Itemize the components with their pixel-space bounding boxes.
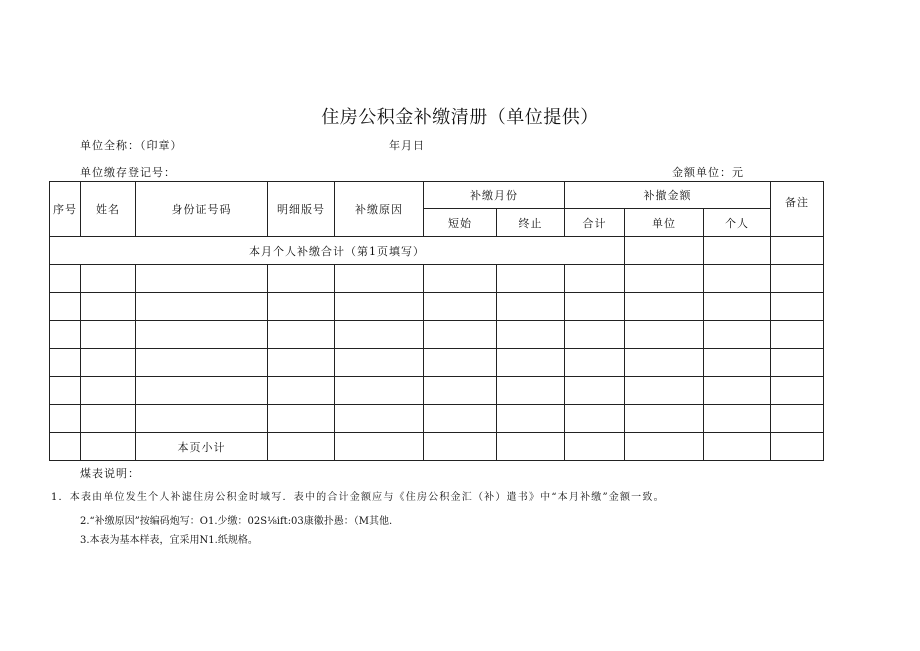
table-cell bbox=[81, 349, 136, 377]
table-cell bbox=[424, 265, 497, 293]
header-name: 姓名 bbox=[81, 182, 136, 237]
table-cell bbox=[50, 321, 81, 349]
table-cell bbox=[335, 433, 424, 461]
table-cell bbox=[625, 377, 704, 405]
table-cell bbox=[81, 265, 136, 293]
table-cell bbox=[50, 433, 81, 461]
header-personal: 个人 bbox=[704, 209, 771, 237]
table-cell bbox=[268, 377, 335, 405]
table-cell bbox=[268, 265, 335, 293]
unit-name-label: 单位全称：（印章） bbox=[80, 139, 183, 152]
header-total: 合计 bbox=[565, 209, 625, 237]
header-end: 终止 bbox=[497, 209, 565, 237]
table-cell bbox=[565, 433, 625, 461]
table-cell bbox=[50, 293, 81, 321]
table-cell bbox=[704, 265, 771, 293]
notes-heading: 煤表说明： bbox=[80, 467, 140, 480]
table-cell bbox=[497, 265, 565, 293]
table-cell bbox=[136, 349, 268, 377]
table-cell bbox=[335, 405, 424, 433]
table-row bbox=[50, 293, 824, 321]
summary-label: 本月个人补缴合计（第1页填写） bbox=[50, 237, 625, 265]
table-cell bbox=[704, 377, 771, 405]
table-cell bbox=[424, 433, 497, 461]
header-reason: 补缴原因 bbox=[335, 182, 424, 237]
table-cell bbox=[704, 349, 771, 377]
table-cell bbox=[268, 405, 335, 433]
page-title: 住房公积金补缴清册（单位提供） bbox=[321, 107, 599, 128]
table-cell bbox=[81, 433, 136, 461]
table-cell bbox=[335, 377, 424, 405]
header-seq: 序号 bbox=[50, 182, 81, 237]
subtotal-label: 本页小计 bbox=[136, 433, 268, 461]
table-cell bbox=[771, 293, 824, 321]
table-cell bbox=[497, 433, 565, 461]
table-cell bbox=[565, 321, 625, 349]
table-cell bbox=[497, 405, 565, 433]
table-cell bbox=[771, 433, 824, 461]
table-cell bbox=[424, 293, 497, 321]
note-1: 1．本表由单位发生个人补滤住房公积金时域写．表中的合计金额应与《住房公积金汇（补）遣书》中“本月补缴”金额一致。 bbox=[51, 492, 665, 503]
table-cell bbox=[424, 349, 497, 377]
header-remarks: 备注 bbox=[771, 182, 824, 237]
table-cell bbox=[771, 405, 824, 433]
header-start: 短始 bbox=[424, 209, 497, 237]
table-row bbox=[50, 377, 824, 405]
table-cell bbox=[50, 405, 81, 433]
table-cell bbox=[704, 405, 771, 433]
table-cell bbox=[704, 293, 771, 321]
table-cell bbox=[497, 293, 565, 321]
table-cell bbox=[625, 265, 704, 293]
note-3: 3.本表为基本样表，宜采用N1.纸规格。 bbox=[80, 535, 258, 546]
table-cell bbox=[136, 321, 268, 349]
table-cell bbox=[497, 349, 565, 377]
table-cell bbox=[81, 321, 136, 349]
table-cell bbox=[704, 321, 771, 349]
note-2: 2.“补缴原因”按编码炮写：O1.少缴：02S⅛ift:03康徽扑愚：（M其他. bbox=[80, 516, 393, 527]
table-cell bbox=[335, 321, 424, 349]
table-cell bbox=[497, 377, 565, 405]
table-cell bbox=[81, 377, 136, 405]
header-amount-group: 补撤金额 bbox=[565, 182, 771, 209]
table-cell bbox=[565, 293, 625, 321]
table-cell bbox=[771, 377, 824, 405]
table-cell bbox=[625, 321, 704, 349]
table-row bbox=[50, 405, 824, 433]
table-cell bbox=[136, 377, 268, 405]
table-cell bbox=[268, 293, 335, 321]
amount-unit-label: 金额单位：元 bbox=[672, 166, 744, 179]
table-row bbox=[50, 433, 824, 461]
header-detail-number: 明细版号 bbox=[268, 182, 335, 237]
date-label: 年月日 bbox=[389, 139, 425, 152]
table-cell bbox=[625, 433, 704, 461]
table-cell bbox=[565, 405, 625, 433]
table-cell bbox=[565, 349, 625, 377]
table-cell bbox=[565, 265, 625, 293]
table-cell bbox=[565, 377, 625, 405]
summary-cell bbox=[771, 237, 824, 265]
header-id-number: 身份证号码 bbox=[136, 182, 268, 237]
table-cell bbox=[136, 293, 268, 321]
summary-cell bbox=[704, 237, 771, 265]
table-cell bbox=[50, 349, 81, 377]
table-cell bbox=[625, 405, 704, 433]
table-cell bbox=[424, 377, 497, 405]
table-cell bbox=[771, 265, 824, 293]
table-cell bbox=[50, 265, 81, 293]
table-cell bbox=[625, 349, 704, 377]
registration-number-label: 单位缴存登记号： bbox=[80, 166, 176, 179]
table-cell bbox=[268, 321, 335, 349]
table-cell bbox=[424, 321, 497, 349]
table-cell bbox=[771, 321, 824, 349]
table-cell bbox=[136, 265, 268, 293]
table-cell bbox=[136, 405, 268, 433]
table-cell bbox=[81, 405, 136, 433]
header-month-group: 补缴月份 bbox=[424, 182, 565, 209]
table-row bbox=[50, 349, 824, 377]
table-cell bbox=[50, 377, 81, 405]
table-cell bbox=[268, 349, 335, 377]
summary-row bbox=[50, 237, 824, 265]
table-cell bbox=[268, 433, 335, 461]
table-cell bbox=[424, 405, 497, 433]
table-row bbox=[50, 321, 824, 349]
supplementary-payment-table bbox=[49, 181, 824, 461]
table-cell bbox=[335, 265, 424, 293]
table-cell bbox=[771, 349, 824, 377]
summary-cell bbox=[625, 237, 704, 265]
table-cell bbox=[704, 433, 771, 461]
table-cell bbox=[625, 293, 704, 321]
header-unit: 单位 bbox=[625, 209, 704, 237]
table-cell bbox=[335, 293, 424, 321]
table-cell bbox=[81, 293, 136, 321]
table-cell bbox=[335, 349, 424, 377]
table-row bbox=[50, 265, 824, 293]
table-cell bbox=[497, 321, 565, 349]
